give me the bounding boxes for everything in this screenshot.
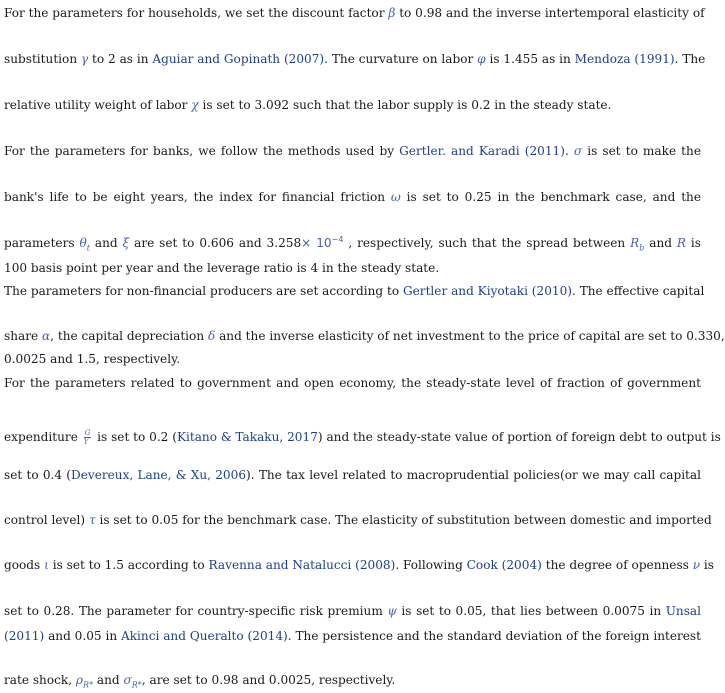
text: . The effective capital: [572, 284, 705, 298]
iota-symbol: ι: [44, 558, 49, 572]
text: 0.0025 and 1.5, respectively.: [4, 352, 181, 366]
sigma-symbol: σ: [573, 144, 583, 158]
text: to 0.98 and the inverse intertemporal elasticity of: [395, 6, 705, 20]
text: ). The tax level related to macroprudential policies(or we may call capital: [246, 468, 701, 482]
text: is: [686, 236, 701, 250]
nu-symbol: ν: [692, 558, 701, 572]
text: share: [4, 329, 42, 343]
ten-power: 10: [311, 236, 332, 250]
text: relative utility weight of labor: [4, 98, 192, 112]
households-line-1: [4, 5, 705, 21]
text: and the inverse elasticity of net investment to the price of capital are set to 0.330,: [215, 329, 725, 343]
text: and: [89, 236, 123, 250]
sigma-symbol-2: σ: [123, 673, 132, 687]
sigma-subscript: R*: [131, 680, 142, 690]
text: rate shock,: [4, 673, 76, 687]
government-line-3: [4, 467, 701, 483]
citation-kitano-takaku[interactable]: Kitano & Takaku, 2017: [176, 430, 318, 444]
government-line-8: [4, 672, 701, 688]
text: and 0.05 in: [44, 629, 121, 643]
delta-symbol: δ: [207, 329, 216, 343]
text: is set to 0.25 in the benchmark case, and the: [400, 190, 702, 204]
text: is: [700, 558, 714, 572]
text: . Following: [395, 558, 467, 572]
text: , respectively, such that the spread between: [343, 236, 631, 250]
citation-aguiar-gopinath[interactable]: Aguiar and Gopinath (2007): [152, 52, 325, 66]
text: bank's life to be eight years, the index for financial friction: [4, 190, 391, 204]
text: are set to 0.606 and 3.258: [129, 236, 302, 250]
theta-subscript: t: [86, 243, 90, 253]
text: The parameters for non-financial producers are set according to: [4, 284, 403, 298]
text: For the parameters for households, we set the discount factor: [4, 6, 389, 20]
producers-line-3: [4, 351, 701, 367]
text: goods: [4, 558, 45, 572]
text: set to 0.28. The parameter for country-specific risk premium: [4, 604, 388, 618]
text: , the capital depreciation: [50, 329, 208, 343]
citation-ravenna-natalucci[interactable]: Ravenna and Natalucci (2008): [208, 558, 396, 572]
text: to 2 as in: [88, 52, 153, 66]
text: is set to 1.5 according to: [48, 558, 209, 572]
phi-symbol: φ: [477, 52, 486, 66]
tau-symbol: τ: [88, 513, 96, 527]
g-over-y-fraction: [84, 429, 92, 446]
R-symbol-2: R: [676, 236, 687, 250]
fraction-denominator: Y: [83, 438, 89, 446]
banks-line-2: [4, 189, 701, 205]
text: For the parameters related to government and open economy, the steady-state level of fraction of government: [4, 376, 701, 390]
beta-symbol: β: [388, 6, 396, 20]
text: 100 basis point per year and the leverage ratio is 4 in the steady state.: [4, 261, 440, 275]
xi-symbol: ξ: [122, 236, 130, 250]
banks-line-1: [4, 143, 701, 159]
rho-subscript: R*: [83, 680, 94, 690]
government-line-2: [4, 429, 721, 446]
households-line-2: [4, 51, 706, 67]
banks-line-3: [4, 235, 701, 251]
text: is set to 3.092 such that the labor supply is 0.2 in the steady state.: [198, 98, 612, 112]
theta-symbol: θ: [79, 236, 87, 250]
text: is set to 0.05, that lies between 0.0075 in: [396, 604, 666, 618]
text: . The: [674, 52, 706, 66]
text: is set to 0.2 (: [93, 430, 177, 444]
alpha-symbol: α: [42, 329, 51, 343]
citation-gertler-kiyotaki[interactable]: Gertler and Kiyotaki (2010): [402, 284, 573, 298]
R-subscript: b: [639, 243, 645, 253]
chi-symbol: χ: [191, 98, 199, 112]
households-line-3: [4, 97, 701, 113]
citation-gertler-karadi[interactable]: Gertler. and Karadi (2011): [399, 144, 565, 158]
exponent: −4: [331, 234, 344, 244]
text: . The persistence and the standard deviation of the foreign interest: [287, 629, 701, 643]
text: For the parameters for banks, we follow the methods used by: [4, 144, 400, 158]
government-line-1: [4, 375, 701, 391]
text: and: [644, 236, 677, 250]
text: is set to make the: [582, 144, 701, 158]
text: set to 0.4 (: [4, 468, 72, 482]
fraction-numerator: G: [84, 429, 91, 437]
text: substitution: [4, 52, 81, 66]
citation-devereux[interactable]: Devereux, Lane, & Xu, 2006: [71, 468, 247, 482]
citation-akinci-queralto[interactable]: Akinci and Queralto (2014): [121, 629, 288, 643]
text: expenditure: [4, 430, 82, 444]
text: , are set to 0.98 and 0.0025, respectively.: [141, 673, 396, 687]
government-line-6: [4, 603, 701, 619]
citation-mendoza[interactable]: Mendoza (1991): [574, 52, 675, 66]
citation-cook[interactable]: Cook (2004): [466, 558, 542, 572]
gamma-symbol: γ: [80, 52, 89, 66]
text: control level): [4, 513, 89, 527]
text: . The curvature on labor: [324, 52, 478, 66]
citation-unsal-year[interactable]: (2011): [4, 629, 45, 643]
text: the degree of openness: [541, 558, 693, 572]
government-line-5: [4, 557, 714, 573]
R-symbol: R: [630, 236, 640, 250]
times-symbol: ×: [301, 236, 312, 250]
omega-symbol: ω: [390, 190, 401, 204]
psi-symbol: ψ: [387, 604, 397, 618]
rho-symbol: ρ: [75, 673, 84, 687]
banks-line-4: [4, 260, 701, 276]
text: .: [564, 144, 574, 158]
producers-line-1: [4, 283, 705, 299]
text: parameters: [4, 236, 80, 250]
text: is 1.455 as in: [485, 52, 575, 66]
text: is set to 0.05 for the benchmark case. The elasticity of substitution between domestic and imported: [95, 513, 712, 527]
text: and: [93, 673, 124, 687]
citation-unsal[interactable]: Unsal: [665, 604, 701, 618]
producers-line-2: [4, 328, 725, 344]
government-line-4: [4, 512, 712, 528]
text: ) and the steady-state value of portion of foreign debt to output is: [317, 430, 721, 444]
government-line-7: [4, 628, 701, 644]
